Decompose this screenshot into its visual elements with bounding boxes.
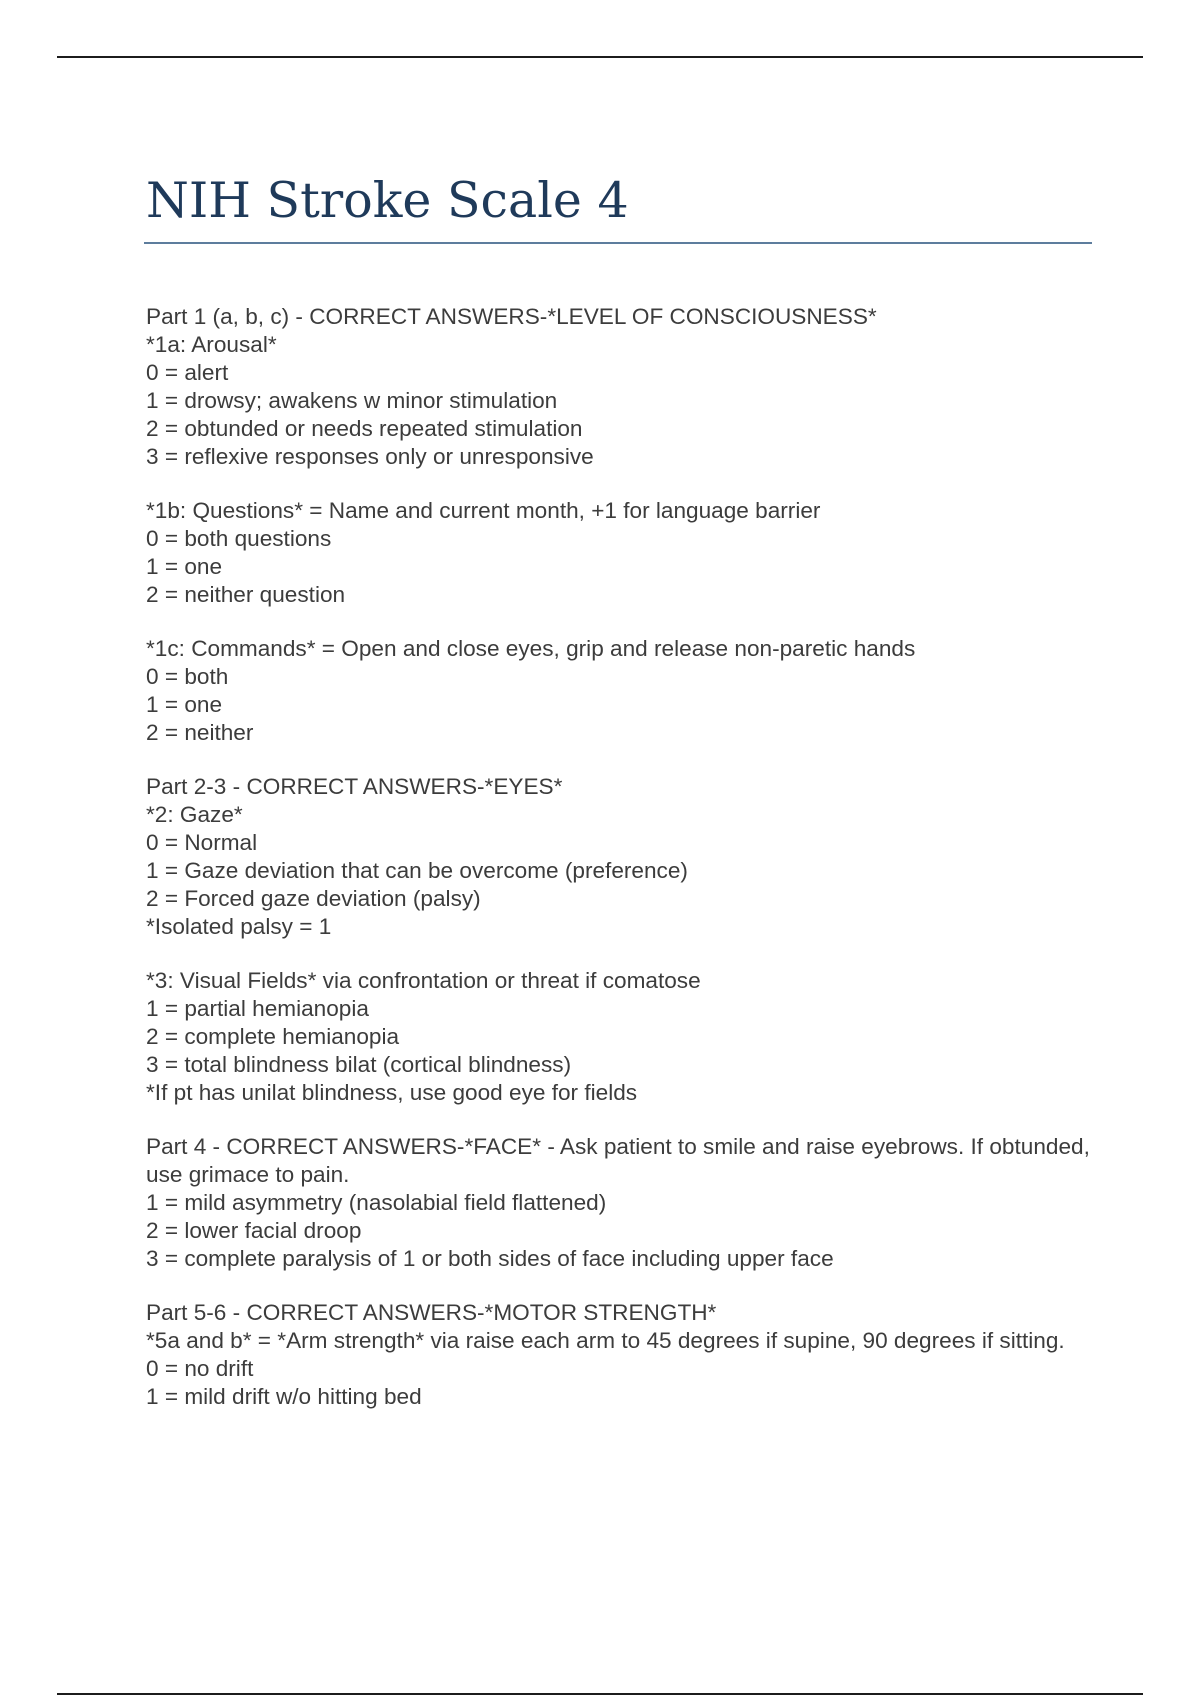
section-3-visual-fields — [146, 967, 1096, 1107]
score-line: 1 = partial hemianopia — [146, 996, 369, 1021]
section-1b-questions — [146, 497, 1096, 609]
section-part-2-3-eyes — [146, 773, 1096, 941]
section-part-5-6-motor-strength — [146, 1299, 1096, 1411]
section-heading: Part 1 (a, b, c) - CORRECT ANSWERS-*LEVEL OF CONSCIOUSNESS* — [146, 304, 877, 329]
score-line: 3 = complete paralysis of 1 or both sides of face including upper face — [146, 1246, 834, 1271]
score-line: 0 = both — [146, 664, 229, 689]
score-line: 2 = neither — [146, 720, 254, 745]
score-line: 2 = obtunded or needs repeated stimulation — [146, 416, 583, 441]
score-line: 0 = both questions — [146, 526, 332, 551]
document-body — [146, 303, 1096, 1437]
score-line: 1 = one — [146, 554, 223, 579]
item-heading: *1a: Arousal* — [146, 332, 277, 357]
score-line: 1 = Gaze deviation that can be overcome (preference) — [146, 858, 688, 883]
item-heading: *1c: Commands* = Open and close eyes, grip and release non-paretic hands — [146, 636, 916, 661]
score-line: 1 = mild asymmetry (nasolabial field flattened) — [146, 1190, 607, 1215]
score-line: 0 = alert — [146, 360, 229, 385]
score-line: 2 = lower facial droop — [146, 1218, 362, 1243]
score-line: 0 = Normal — [146, 830, 258, 855]
item-heading: *3: Visual Fields* via confrontation or threat if comatose — [146, 968, 701, 993]
page-bottom-rule — [57, 1693, 1143, 1695]
item-heading: *5a and b* = *Arm strength* via raise each arm to 45 degrees if supine, 90 degrees if sitting. — [146, 1328, 1065, 1353]
section-1c-commands — [146, 635, 1096, 747]
score-line: 2 = neither question — [146, 582, 346, 607]
score-line: 1 = one — [146, 692, 223, 717]
score-line: 1 = drowsy; awakens w minor stimulation — [146, 388, 558, 413]
section-heading: Part 2-3 - CORRECT ANSWERS-*EYES* — [146, 774, 563, 799]
section-part-1-consciousness — [146, 303, 1096, 471]
page-top-rule — [57, 56, 1143, 58]
score-line: 3 = reflexive responses only or unresponsive — [146, 444, 594, 469]
score-line: 0 = no drift — [146, 1356, 254, 1381]
item-heading: *2: Gaze* — [146, 802, 243, 827]
score-line: 3 = total blindness bilat (cortical blindness) — [146, 1052, 572, 1077]
score-line: 2 = Forced gaze deviation (palsy) — [146, 886, 481, 911]
note-line: *If pt has unilat blindness, use good eye for fields — [146, 1080, 638, 1105]
note-line: *Isolated palsy = 1 — [146, 914, 332, 939]
document-title: NIH Stroke Scale 4 — [146, 172, 629, 229]
section-heading: Part 5-6 - CORRECT ANSWERS-*MOTOR STRENGTH* — [146, 1300, 717, 1325]
section-heading: Part 4 - CORRECT ANSWERS-*FACE* - Ask patient to smile and raise eyebrows. If obtunded, use grimace to pain. — [146, 1134, 1090, 1187]
score-line: 1 = mild drift w/o hitting bed — [146, 1384, 422, 1409]
section-part-4-face — [146, 1133, 1096, 1273]
title-underline — [144, 242, 1092, 244]
item-heading: *1b: Questions* = Name and current month, +1 for language barrier — [146, 498, 821, 523]
score-line: 2 = complete hemianopia — [146, 1024, 400, 1049]
